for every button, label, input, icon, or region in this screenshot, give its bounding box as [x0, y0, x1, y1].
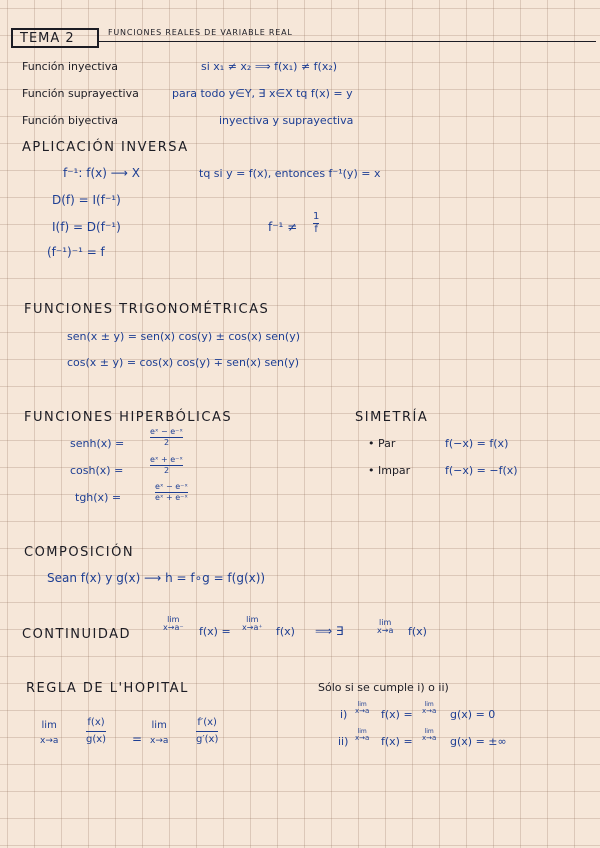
lim-word: lim — [424, 728, 434, 735]
trig-cos-formula: cos(x ± y) = cos(x) cos(y) ∓ sen(x) sen(y) — [67, 356, 300, 369]
heading-hiperbolicas: FUNCIONES HIPERBÓLICAS — [24, 410, 233, 425]
inversa-dominio: D(f) = I(f⁻¹) — [52, 193, 121, 207]
continuidad-f1: f(x) = — [199, 625, 231, 638]
hopital-den1: g(x) — [86, 734, 107, 745]
reciprocal-denominator: f — [314, 224, 318, 235]
senh-fraction — [150, 428, 183, 447]
def-biyectiva-label: Función biyectiva — [22, 114, 118, 127]
simetria-par-eq: f(−x) = f(x) — [445, 437, 509, 450]
heading-hopital: REGLA DE L'HOPITAL — [26, 681, 189, 696]
inversa-inverse-of-inverse: (f⁻¹)⁻¹ = f — [47, 245, 105, 259]
hopital-c1-end: g(x) = 0 — [450, 708, 496, 721]
simetria-impar-label: • Impar — [368, 464, 411, 477]
lim-word: lim — [379, 618, 392, 627]
lim-word: lim — [41, 720, 57, 731]
senh-numerator: eˣ − e⁻ˣ — [150, 427, 183, 436]
cosh-denominator: 2 — [163, 466, 170, 475]
lim-word: lim — [357, 728, 367, 735]
page-title: TEMA 2 — [20, 31, 75, 46]
inversa-line1b: tq si y = f(x), entonces f⁻¹(y) = x — [199, 167, 381, 180]
continuidad-implies: ⟹ ∃ — [315, 624, 344, 638]
lim-subscript: x→a — [40, 736, 59, 746]
lim-word: lim — [424, 701, 434, 708]
heading-simetria: SIMETRÍA — [355, 410, 429, 425]
hopital-c2-end: g(x) = ±∞ — [450, 735, 507, 748]
tgh-lhs: tgh(x) = — [75, 491, 122, 504]
lim-subscript: x→a⁺ — [242, 623, 263, 632]
def-suprayectiva-text: para todo y∈Y, ∃ x∈X tq f(x) = y — [172, 87, 353, 100]
continuidad-right-limit — [242, 616, 263, 632]
lim-subscript: x→a⁻ — [163, 623, 184, 632]
lim-subscript: x→a — [355, 734, 370, 742]
senh-denominator: 2 — [163, 438, 170, 447]
hopital-c2-lim2 — [422, 729, 436, 742]
cosh-lhs: cosh(x) = — [70, 464, 124, 477]
continuidad-f3: f(x) — [408, 625, 427, 638]
inversa-imagen: I(f) = D(f⁻¹) — [52, 220, 121, 234]
hopital-c2-lim1 — [355, 729, 369, 742]
lim-subscript: x→a — [355, 707, 370, 715]
def-inyectiva-label: Función inyectiva — [22, 60, 118, 73]
trig-sin-formula: sen(x ± y) = sen(x) cos(y) ± cos(x) sen(y) — [67, 330, 301, 343]
tgh-numerator: eˣ − e⁻ˣ — [155, 482, 188, 491]
hopital-left-limit — [40, 721, 58, 746]
hopital-c1-lim2 — [422, 702, 436, 715]
hopital-c1-mid: f(x) = — [381, 708, 413, 721]
lim-word: lim — [167, 615, 180, 624]
composicion-formula: Sean f(x) y g(x) ⟶ h = f∘g = f(g(x)) — [47, 571, 266, 585]
lim-word: lim — [151, 720, 167, 731]
simetria-par-label: • Par — [368, 437, 396, 450]
hopital-equals: = — [132, 732, 143, 746]
hopital-den2: g′(x) — [196, 734, 219, 745]
simetria-impar-eq: f(−x) = −f(x) — [445, 464, 518, 477]
hopital-condition: Sólo si se cumple i) o ii) — [318, 681, 449, 694]
hopital-c2-mid: f(x) = — [381, 735, 413, 748]
inversa-not-equal: f⁻¹ ≠ — [268, 220, 298, 234]
cosh-numerator: eˣ + e⁻ˣ — [150, 455, 183, 464]
heading-continuidad: CONTINUIDAD — [22, 627, 132, 642]
title-underline — [99, 41, 596, 42]
lim-subscript: x→a — [150, 736, 169, 746]
heading-trigonometricas: FUNCIONES TRIGONOMÉTRICAS — [24, 302, 270, 317]
hopital-num2: f′(x) — [197, 717, 217, 728]
continuidad-f2: f(x) — [276, 625, 295, 638]
lim-subscript: x→a — [377, 626, 394, 635]
lim-subscript: x→a — [422, 707, 437, 715]
cosh-fraction — [150, 456, 183, 475]
inversa-reciprocal-fraction — [313, 212, 319, 235]
hopital-c1-lim1 — [355, 702, 369, 715]
heading-aplicacion-inversa: APLICACIÓN INVERSA — [22, 140, 189, 155]
hopital-right-limit — [150, 721, 168, 746]
def-suprayectiva-label: Función suprayectiva — [22, 87, 139, 100]
hopital-num1: f(x) — [87, 717, 105, 728]
senh-lhs: senh(x) = — [70, 437, 125, 450]
hopital-bar2 — [196, 731, 218, 732]
continuidad-left-limit — [163, 616, 184, 632]
page-subtitle: FUNCIONES REALES DE VARIABLE REAL — [108, 28, 293, 37]
hopital-left-fraction — [86, 718, 106, 745]
def-inyectiva-text: si x₁ ≠ x₂ ⟹ f(x₁) ≠ f(x₂) — [201, 60, 338, 73]
inversa-line1a: f⁻¹: f(x) ⟶ X — [63, 166, 140, 180]
tgh-denominator: eˣ + e⁻ˣ — [155, 493, 188, 502]
hopital-right-fraction — [196, 718, 218, 745]
lim-subscript: x→a — [422, 734, 437, 742]
hopital-c1-label: i) — [340, 708, 348, 721]
def-biyectiva-text: inyectiva y suprayectiva — [219, 114, 354, 127]
reciprocal-numerator: 1 — [313, 211, 320, 222]
hopital-c2-label: ii) — [338, 735, 349, 748]
hopital-bar1 — [86, 731, 106, 732]
tgh-fraction — [155, 483, 188, 502]
continuidad-limit — [377, 619, 393, 635]
lim-word: lim — [246, 615, 259, 624]
lim-word: lim — [357, 701, 367, 708]
heading-composicion: COMPOSICIÓN — [24, 545, 135, 560]
